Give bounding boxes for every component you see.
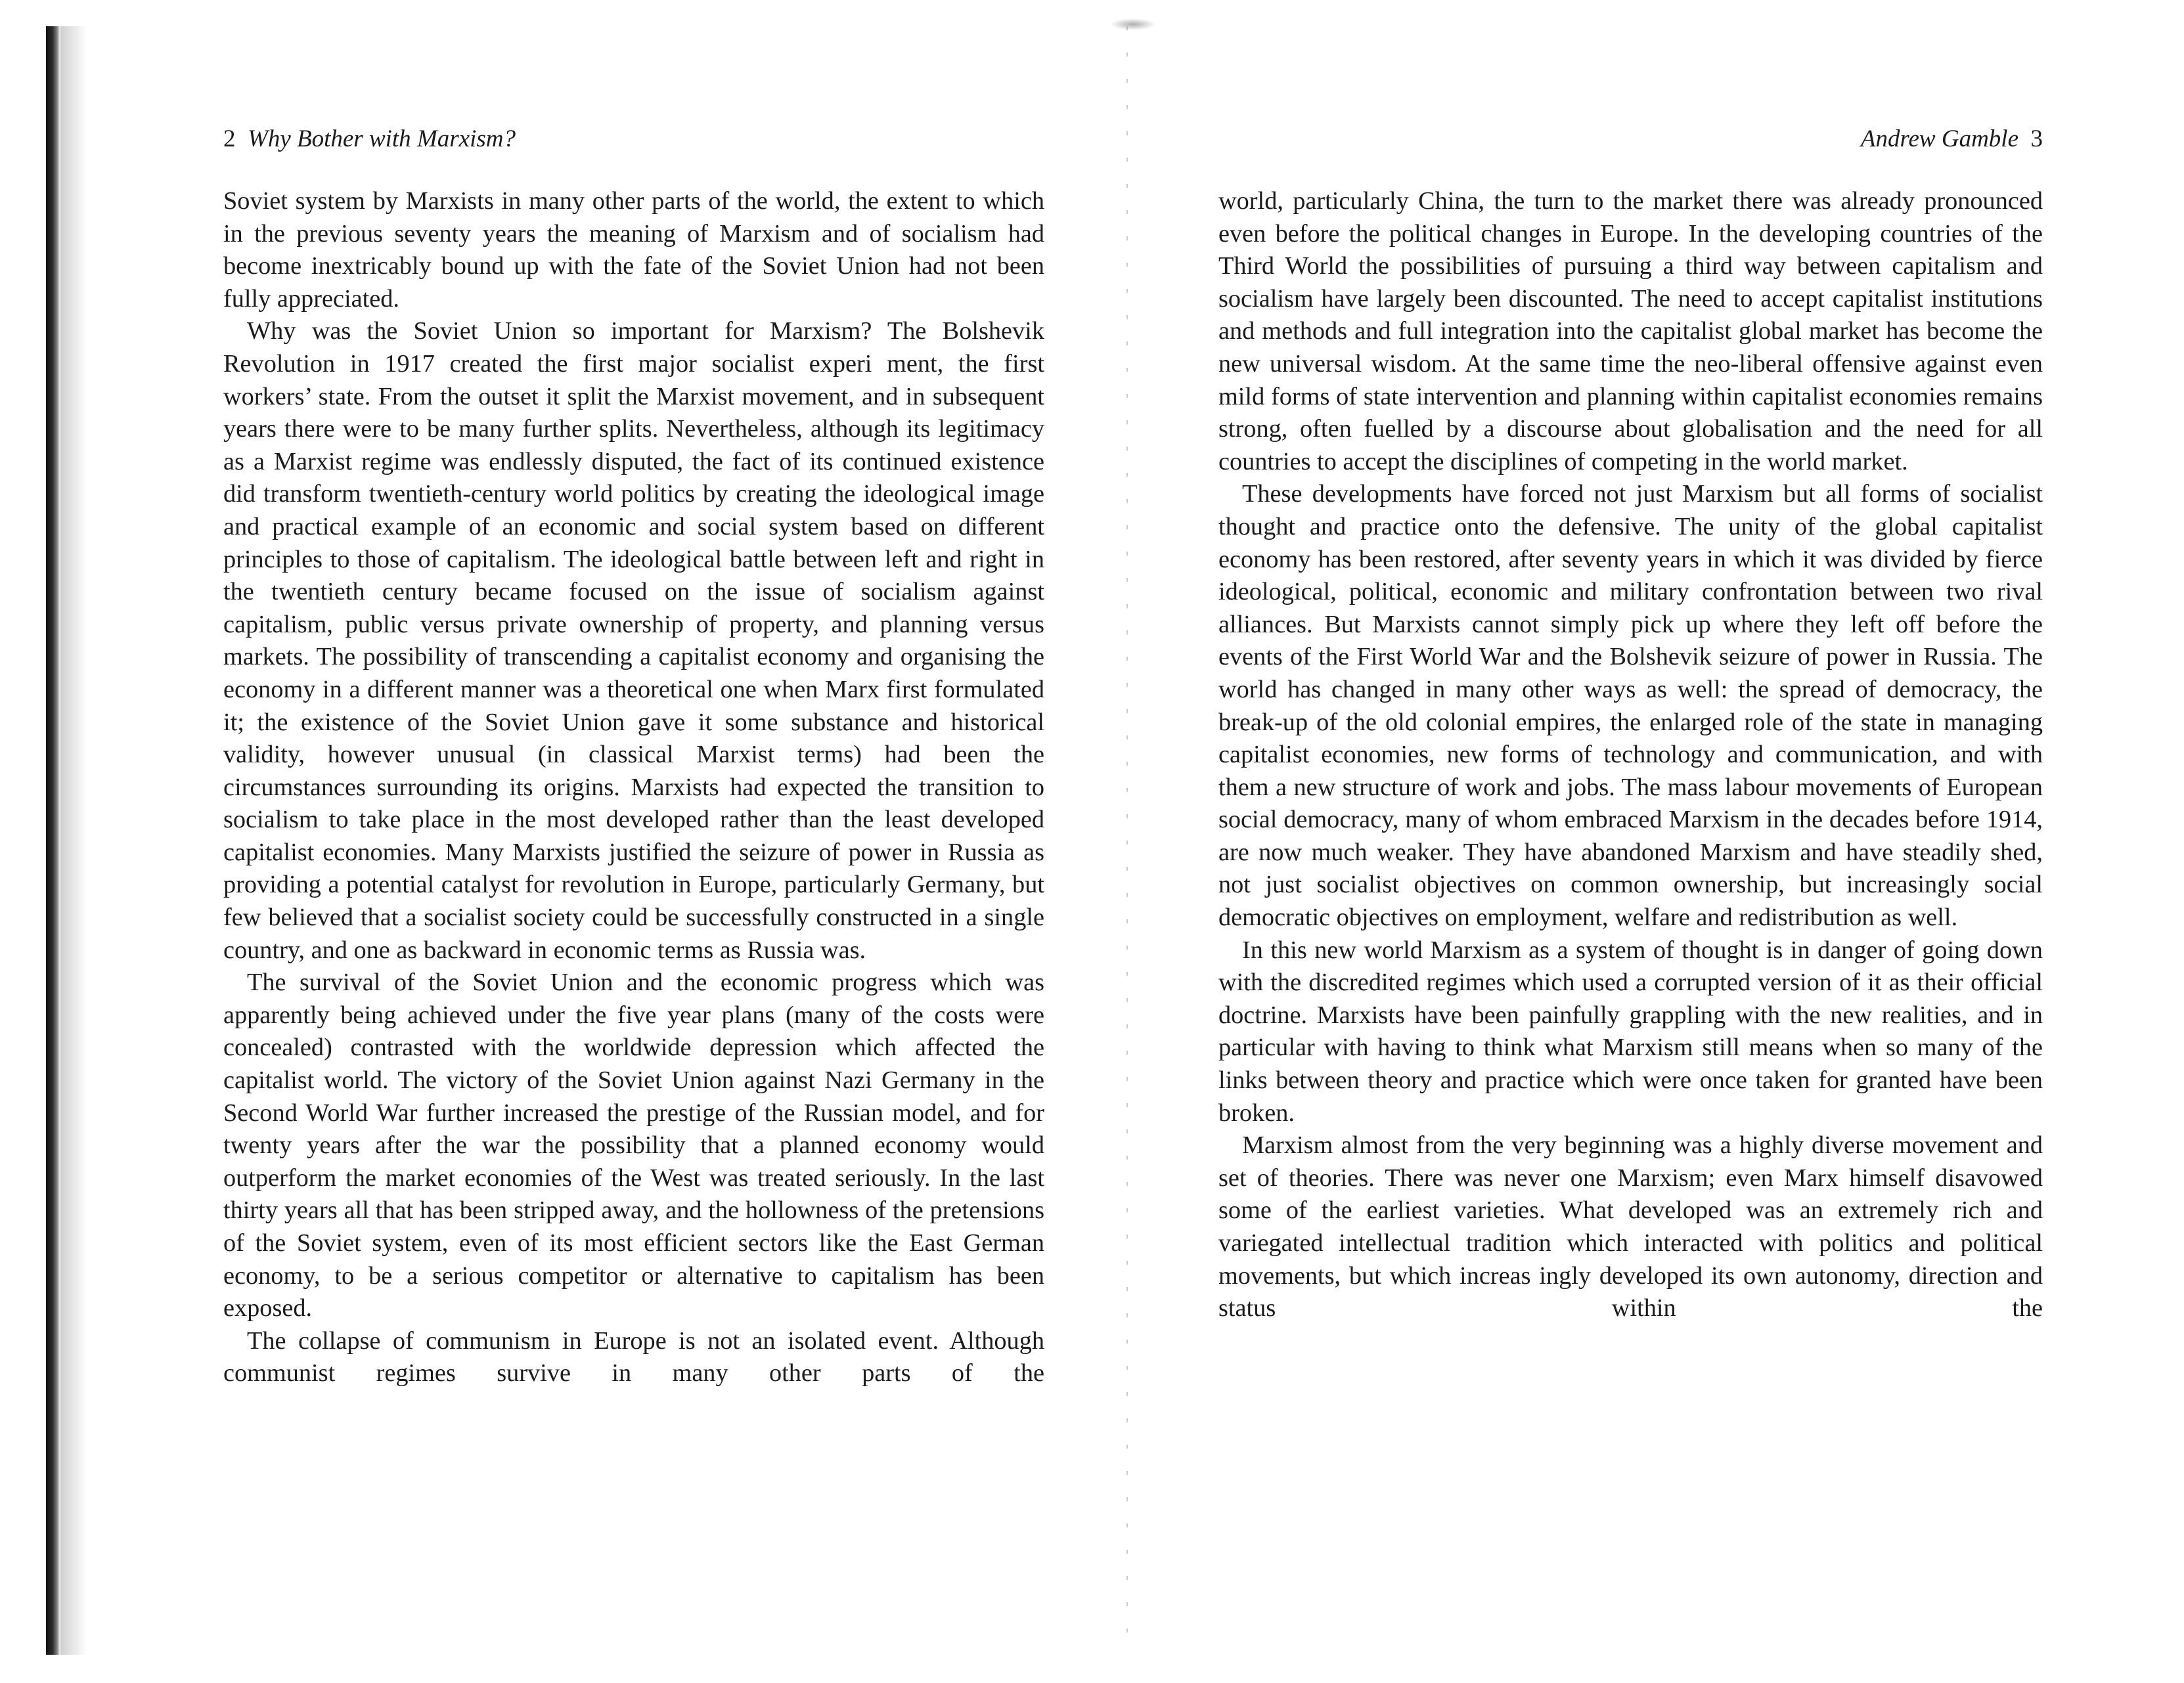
paragraph: Soviet system by Marxists in many other parts of the world, the extent to which in the previous seventy years the meaning of Marxism and of socialism had become inextricably bound up with the fate of the Soviet Union had not been fully appreciated. (223, 187, 1044, 313)
page-number: 2 (223, 125, 236, 152)
left-page (223, 0, 1044, 1683)
paragraph: Why was the Soviet Union so important for Marxism? The Bolshevik Revolution in 1917 created the first major socialist experi ment, the first workers’ state. From the outset it split the Marxist movement, and in subsequent years there were to be many further splits. Nevertheless, although its legitimacy as a Marxist regime was endlessly disputed, the fact of its continued existence did transform twentieth-century world politics by creating the ideological image and practical example of an economic and social system based on different principles to those of capitalism. The ideological battle between left and right in the twentieth century became focused on the issue of socialism against capitalism, public versus private ownership of property, and planning versus markets. The possibility of transcending a capitalist economy and organising the economy in a different manner was a theoretical one when Marx first formulated it; the existence of the Soviet Union gave it some substance and historical validity, however unusual (in classical Marxist terms) had been the circumstances surrounding its origins. Marxists had expected the transition to socialism to take place in the most developed rather than the least developed capitalist economies. Many Marxists justified the seizure of power in Russia as providing a potential catalyst for revolution in Europe, particularly Germany, but few believed that a socialist society could be successfully constructed in a single country, and one as backward in economic terms as Russia was. (223, 317, 1044, 964)
scan-smudge (1110, 18, 1156, 30)
paragraph: In this new world Marxism as a system of thought is in danger of going down with the discredited regimes which used a corrupted version of it as their official doctrine. Marxists have been painfully grappling with the new realities, and in particular with having to think what Marxism still means when so many of the links between theory and practice which were once taken for granted have been broken. (1218, 936, 2043, 1127)
running-head-left (223, 123, 1044, 155)
running-head-right (1218, 123, 2043, 155)
binding-shadow (60, 26, 87, 1655)
paragraph: Marxism almost from the very beginning was a highly diverse movement and set of theories. There was never one Marxism; even Marx himself disavowed some of the earliest varieties. What developed was an extremely rich and variegated intellectual tradition which interacted with politics and political movements, but which increas ingly developed its own autonomy, direction and status within the (1218, 1131, 2043, 1322)
page-binding-edge (46, 26, 60, 1655)
right-page (1218, 0, 2043, 1683)
author-name: Andrew Gamble (1860, 125, 2018, 152)
book-title: Why Bother with Marxism? (248, 125, 516, 152)
paragraph: The collapse of communism in Europe is not an isolated event. Although communist regimes survive in many other parts of the (223, 1326, 1044, 1388)
paragraph: The survival of the Soviet Union and the economic progress which was apparently being achieved under the five year plans (many of the costs were concealed) contrasted with the worldwide depression which affected the capitalist world. The victory of the Soviet Union against Nazi Germany in the Second World War further increased the prestige of the Russian model, and for twenty years after the war the possibility that a planned economy would outperform the market economies of the West was treated seriously. In the last thirty years all that has been stripped away, and the hollowness of the pretensions of the Soviet system, even of its most efficient sectors like the East German economy, to be a serious competitor or alternative to capitalism has been exposed. (223, 969, 1044, 1322)
page-number: 3 (2030, 125, 2043, 152)
paragraph: world, particularly China, the turn to the market there was already pronounced even before the political changes in Europe. In the developing countries of the Third World the possibilities of pursuing a third way between capitalism and socialism have largely been discounted. The need to accept capitalist institutions and methods and full integration into the capitalist global market has become the new universal wisdom. At the same time the neo-liberal offensive against even mild forms of state intervention and planning within capitalist economies remains strong, often fuelled by a discourse about globalisation and the need for all countries to accept the disciplines of competing in the world market. (1218, 187, 2043, 475)
paragraph: These developments have forced not just Marxism but all forms of socialist thought and practice onto the defensive. The unity of the global capitalist economy has been restored, after seventy years in which it was divided by fierce ideological, political, economic and military confrontation between two rival alliances. But Marxists cannot simply pick up where they left off before the events of the First World War and the Bolshevik seizure of power in Russia. The world has changed in many other ways as well: the spread of democracy, the break-up of the old colonial empires, the enlarged role of the state in managing capitalist economies, new forms of technology and communication, and with them a new structure of work and jobs. The mass labour movements of European social democracy, many of whom embraced Marxism in the decades before 1914, are now much weaker. They have abandoned Marxism and have steadily shed, not just socialist objectives on common ownership, but increasingly social democratic objectives on employment, welfare and redistribution as well. (1218, 480, 2043, 932)
body-text-left (223, 185, 1044, 1390)
page-gutter (1126, 26, 1128, 1642)
body-text-right (1218, 185, 2043, 1325)
